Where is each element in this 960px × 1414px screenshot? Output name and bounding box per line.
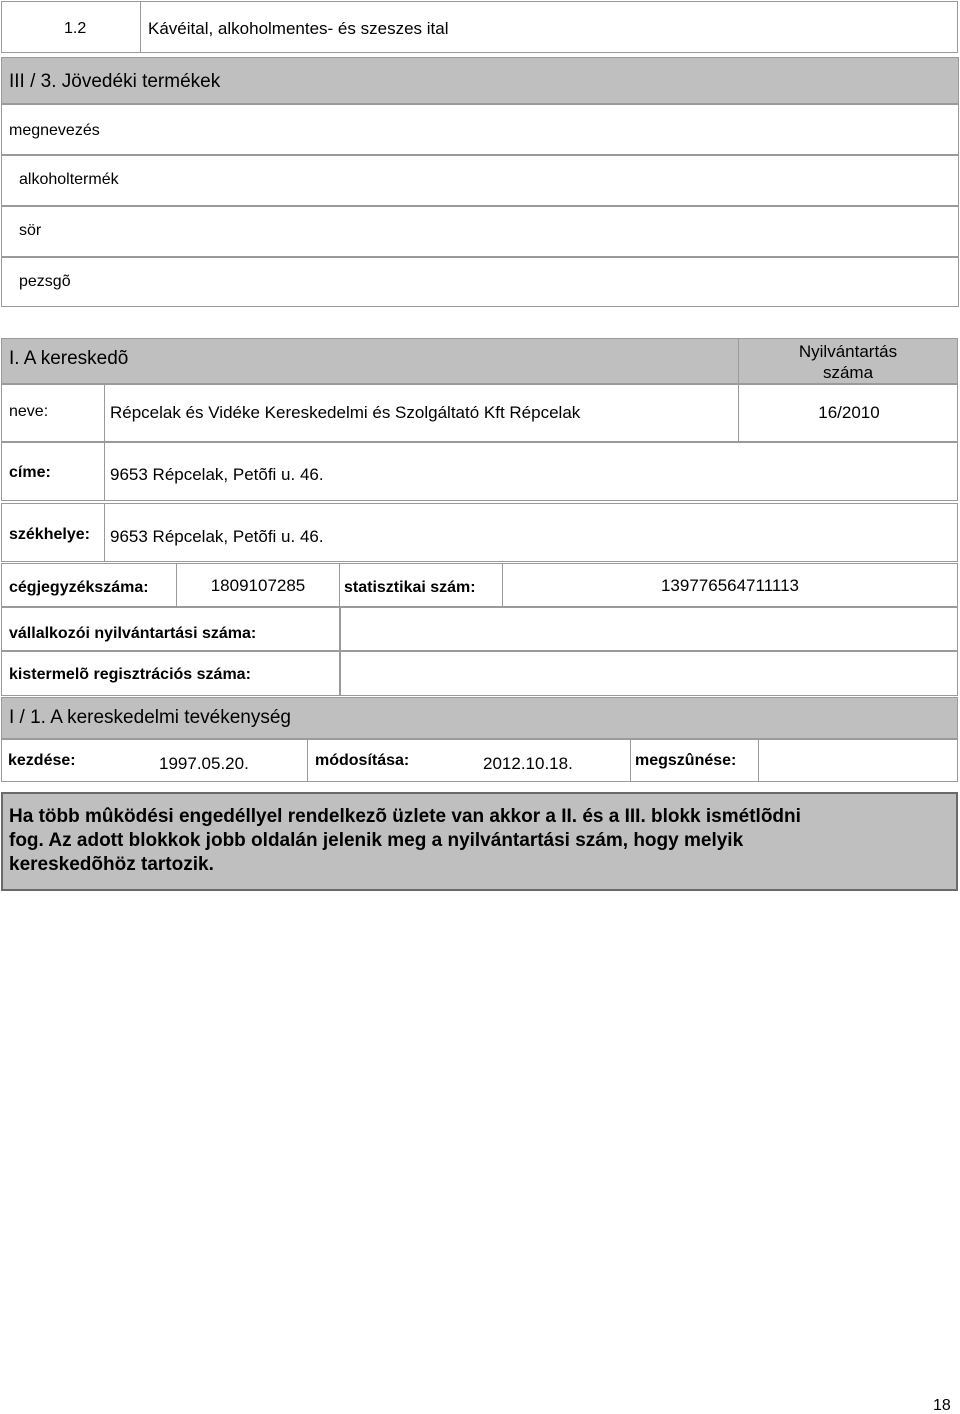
name-label: neve: [9, 403, 49, 420]
activity-title: I / 1. A kereskedelmi tevékenység [9, 707, 291, 728]
entrepreneur-label: vállalkozói nyilvántartási száma: [9, 625, 257, 642]
stat-label: statisztikai szám: [344, 579, 476, 596]
entrepreneur-value-cell [340, 607, 958, 651]
address-label: címe: [9, 464, 51, 481]
trader-header [1, 338, 739, 384]
note-line: Ha több mûködési engedéllyel rendelkezõ üzlete van akkor a II. és a III. blokk ismétlõdni [9, 806, 801, 827]
start-label: kezdése: [8, 752, 76, 769]
producer-label: kistermelõ regisztrációs száma: [9, 666, 251, 683]
category-number-cell [1, 1, 141, 53]
cell-divider [307, 740, 308, 781]
category-label-cell [140, 1, 958, 53]
cell-divider [630, 740, 631, 781]
stat-value: 139776564711113 [660, 576, 800, 595]
seat-value: 9653 Répcelak, Petõfi u. 46. [110, 527, 324, 546]
producer-value-cell [340, 651, 958, 696]
seat-label-cell [1, 503, 105, 562]
category-number: 1.2 [64, 20, 87, 37]
name-value: Répcelak és Vidéke Kereskedelmi és Szolgáltató Kft Répcelak [110, 403, 581, 422]
producer-label-cell [1, 651, 340, 696]
reg-number: 16/2010 [818, 403, 880, 422]
cell-divider [758, 740, 759, 781]
trader-title: I. A kereskedõ [9, 348, 129, 369]
start-value: 1997.05.20. [159, 754, 249, 773]
activity-row [1, 739, 958, 782]
address-value: 9653 Répcelak, Petõfi u. 46. [110, 465, 324, 484]
note-line: fog. Az adott blokkok jobb oldalán jelenik meg a nyilvántartási szám, hogy melyik [9, 830, 744, 851]
excise-item-label: sör [19, 222, 42, 239]
stat-label-cell [339, 563, 503, 607]
company-reg-label: cégjegyzékszáma: [9, 579, 149, 596]
excise-item [1, 206, 959, 257]
name-label-cell [1, 384, 105, 442]
page-number: 18 [933, 1397, 951, 1414]
excise-item-label: pezsgõ [19, 273, 71, 290]
excise-item [1, 257, 959, 307]
reg-header-line2: száma [822, 363, 874, 382]
excise-column-header-cell [1, 104, 959, 155]
company-reg-value: 1809107285 [210, 576, 306, 595]
category-label: Kávéital, alkoholmentes- és szeszes ital [148, 19, 449, 38]
excise-item-label: alkoholtermék [19, 171, 119, 188]
stat-value-cell [502, 563, 958, 607]
excise-column-header: megnevezés [9, 122, 100, 139]
excise-header [1, 57, 959, 104]
note-line: kereskedõhöz tartozik. [9, 854, 214, 875]
address-value-cell [104, 442, 958, 501]
end-label: megszûnése: [635, 752, 737, 769]
seat-value-cell [104, 503, 958, 562]
modified-value: 2012.10.18. [483, 754, 573, 773]
company-reg-value-cell [176, 563, 340, 607]
info-note [1, 792, 958, 891]
reg-header-line1: Nyilvántartás [798, 342, 898, 361]
name-value-cell [104, 384, 739, 442]
excise-item [1, 155, 959, 206]
reg-number-cell [738, 384, 958, 442]
reg-number-header [738, 338, 958, 384]
company-reg-label-cell [1, 563, 177, 607]
address-label-cell [1, 442, 105, 501]
excise-title: III / 3. Jövedéki termékek [9, 71, 221, 92]
activity-header [1, 697, 958, 739]
seat-label: székhelye: [9, 526, 90, 543]
entrepreneur-label-cell [1, 607, 340, 651]
modified-label: módosítása: [315, 752, 410, 769]
